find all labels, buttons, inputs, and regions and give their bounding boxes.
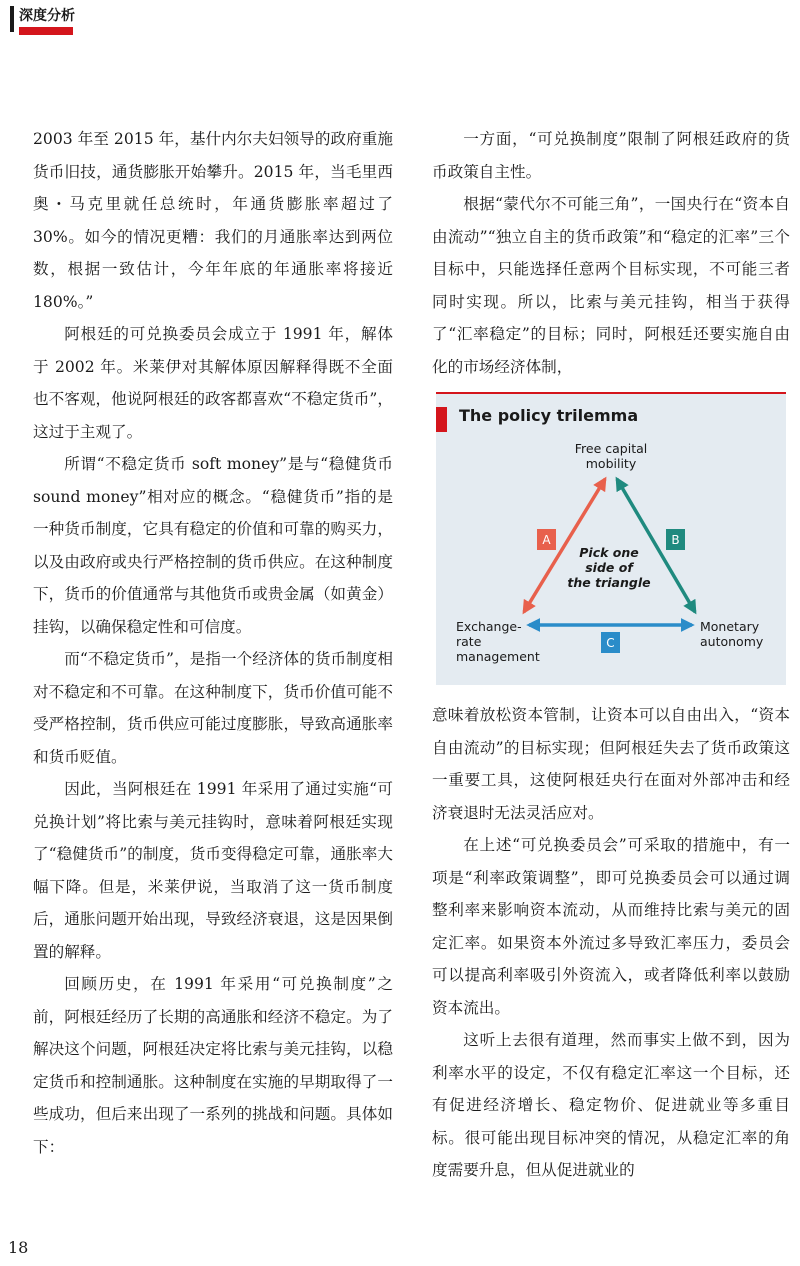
paragraph: 所谓“不稳定货币 soft money”是与“稳健货币 sound money”相对应的概念。“稳健货币”指的是一种货币制度，它具有稳定的价值和可靠的购买力，以及由政府或央行严格控制的货币供应。在这种制度下，货币的价值通常与其他货币或贵金属（如黄金）挂钩，以确保稳定性和可信度。 (33, 455, 393, 636)
figure-title: The policy trilemma (459, 406, 639, 425)
paragraph: 因此，当阿根廷在 1991 年采用了通过实施“可兑换计划”将比索与美元挂钩时，意味着阿根廷实现了“稳健货币”的制度，货币变得稳定可靠，通胀率大幅下降。但是，米莱伊说，当取消了这一货币制度后，通胀问题开始出现，导致经济衰退，这是因果倒置的解释。 (33, 780, 393, 961)
center-label-line3: the triangle (567, 575, 651, 590)
top-vertex-label-line2: mobility (585, 456, 637, 471)
right-vertex-label-line1: Monetary (700, 619, 760, 634)
section-title: 深度分析 (19, 8, 75, 24)
header-red-underline (19, 27, 73, 35)
trilemma-diagram (436, 392, 786, 685)
paragraph: 而“不稳定货币”，是指一个经济体的货币制度相对不稳定和不可靠。在这种制度下，货币价值可能不受严格控制，货币供应可能过度膨胀，导致高通胀率和货币贬值。 (33, 650, 393, 766)
right-vertex-label-line2: autonomy (700, 634, 764, 649)
paragraph: 这听上去很有道理，然而事实上做不到，因为利率水平的设定，不仅有稳定汇率这一个目标，还有促进经济增长、稳定物价、促进就业等多重目标。很可能出现目标冲突的情况，从稳定汇率的角度需要升息，但从促进就业的 (432, 1031, 790, 1179)
right-column-top (432, 123, 790, 383)
paragraph: 根据“蒙代尔不可能三角”，一国央行在“资本自由流动”“独立自主的货币政策”和“稳定的汇率”三个目标中，只能选择任意两个目标实现，不可能三者同时实现。所以，比索与美元挂钩，相当于获得了“汇率稳定”的目标；同时，阿根廷还要实施自由化的市场经济体制， (432, 195, 790, 376)
paragraph: 一方面，“可兑换制度”限制了阿根廷政府的货币政策自主性。 (432, 130, 790, 181)
paragraph: 阿根廷的可兑换委员会成立于 1991 年，解体于 2002 年。米莱伊对其解体原因解释得既不全面也不客观，他说阿根廷的政客都喜欢“不稳定货币”，这过于主观了。 (33, 325, 393, 441)
paragraph: 回顾历史，在 1991 年采用“可兑换制度”之前，阿根廷经历了长期的高通胀和经济不稳定。为了解决这个问题，阿根廷决定将比索与美元挂钩，以稳定货币和控制通胀。这种制度在实施的早期取得了一些成功，但后来出现了一系列的挑战和问题。具体如下： (33, 975, 393, 1156)
edge-a-label: A (542, 533, 551, 547)
page-number: 18 (8, 1238, 29, 1257)
policy-trilemma-figure (436, 392, 786, 685)
header-bar (10, 6, 14, 32)
left-vertex-label-line3: management (456, 649, 540, 664)
edge-b-label: B (671, 533, 680, 547)
paragraph: 意味着放松资本管制，让资本可以自由出入，“资本自由流动”的目标实现；但阿根廷失去了货币政策这一重要工具，这使阿根廷央行在面对外部冲击和经济衰退时无法灵活应对。 (432, 706, 790, 822)
center-label-line1: Pick one (579, 545, 639, 560)
paragraph: 2003 年至 2015 年，基什内尔夫妇领导的政府重施货币旧技，通货膨胀开始攀升。2015 年，当毛里西奥・马克里就任总统时，年通货膨胀率超过了 30%。如今的情况更糟：我们的月通胀率达到两位数，根据一致估计，今年年底的年通胀率将接近 180%。” (33, 130, 393, 311)
left-column (33, 123, 393, 1163)
paragraph: 在上述“可兑换委员会”可采取的措施中，有一项是“利率政策调整”，即可兑换委员会可以通过调整利率来影响资本流动，从而维持比索与美元的固定汇率。如果资本外流过多导致汇率压力，委员会可以提高利率吸引外资流入，或者降低利率以鼓励资本流出。 (432, 836, 790, 1017)
left-vertex-label-line2: rate (456, 634, 482, 649)
left-vertex-label-line1: Exchange- (456, 619, 522, 634)
center-label-line2: side of (585, 560, 633, 575)
right-column-bottom (432, 699, 790, 1187)
edge-c-label: C (606, 636, 615, 650)
top-vertex-label-line1: Free capital (574, 441, 648, 456)
